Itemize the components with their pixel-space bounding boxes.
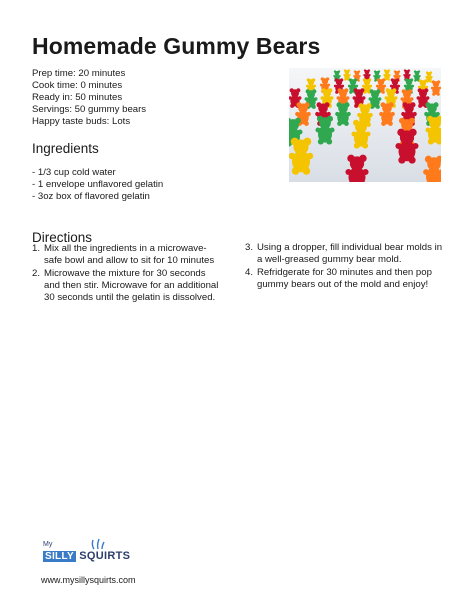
directions-column-right (245, 242, 445, 292)
direction-step (32, 243, 224, 267)
step-number: 3. (245, 242, 254, 253)
ingredients-list (32, 167, 192, 203)
step-number: 1. (32, 243, 41, 254)
ingredients-heading: Ingredients (32, 141, 99, 156)
step-text: Mix all the ingredients in a microwave-safe bowl and allow to sit for 10 minutes (44, 243, 215, 266)
footer-url: www.mysillysquirts.com (41, 575, 136, 585)
logo-silly: SILLY (45, 551, 74, 562)
recipe-title: Homemade Gummy Bears (32, 33, 321, 59)
list-item: - 1 envelope unflavored gelatin (32, 179, 164, 190)
gummy-bears-illustration (289, 68, 441, 182)
prep-time: Prep time: 20 minutes (32, 68, 126, 79)
water-drops-icon (91, 538, 105, 550)
list-item: - 1/3 cup cold water (32, 167, 116, 178)
step-text: Using a dropper, fill individual bear molds in a well-greased gummy bear mold. (257, 242, 443, 265)
ready-in: Ready in: 50 minutes (32, 92, 123, 103)
happy-taste-buds: Happy taste buds: Lots (32, 116, 131, 127)
directions-column-left (32, 243, 224, 305)
servings: Servings: 50 gummy bears (32, 104, 147, 115)
direction-step (32, 268, 224, 304)
logo-my: My (43, 541, 53, 548)
directions-heading: Directions (32, 230, 93, 245)
brand-logo (43, 541, 133, 567)
cook-time: Cook time: 0 minutes (32, 80, 123, 91)
step-text: Microwave the mixture for 30 seconds and then stir. Microwave for an additional 30 seconds until the gelatin is dissolved. (44, 268, 219, 303)
gummy-bears-photo (289, 68, 441, 182)
logo-wordmark (43, 550, 130, 562)
direction-step (245, 267, 445, 291)
recipe-meta (32, 68, 146, 128)
list-item: - 3oz box of flavored gelatin (32, 191, 150, 202)
direction-step (245, 242, 445, 266)
step-number: 2. (32, 268, 41, 279)
step-text: Refridgerate for 30 minutes and then pop gummy bears out of the mold and enjoy! (257, 267, 432, 290)
step-number: 4. (245, 267, 254, 278)
logo-squirts: SQUIRTS (79, 550, 131, 562)
